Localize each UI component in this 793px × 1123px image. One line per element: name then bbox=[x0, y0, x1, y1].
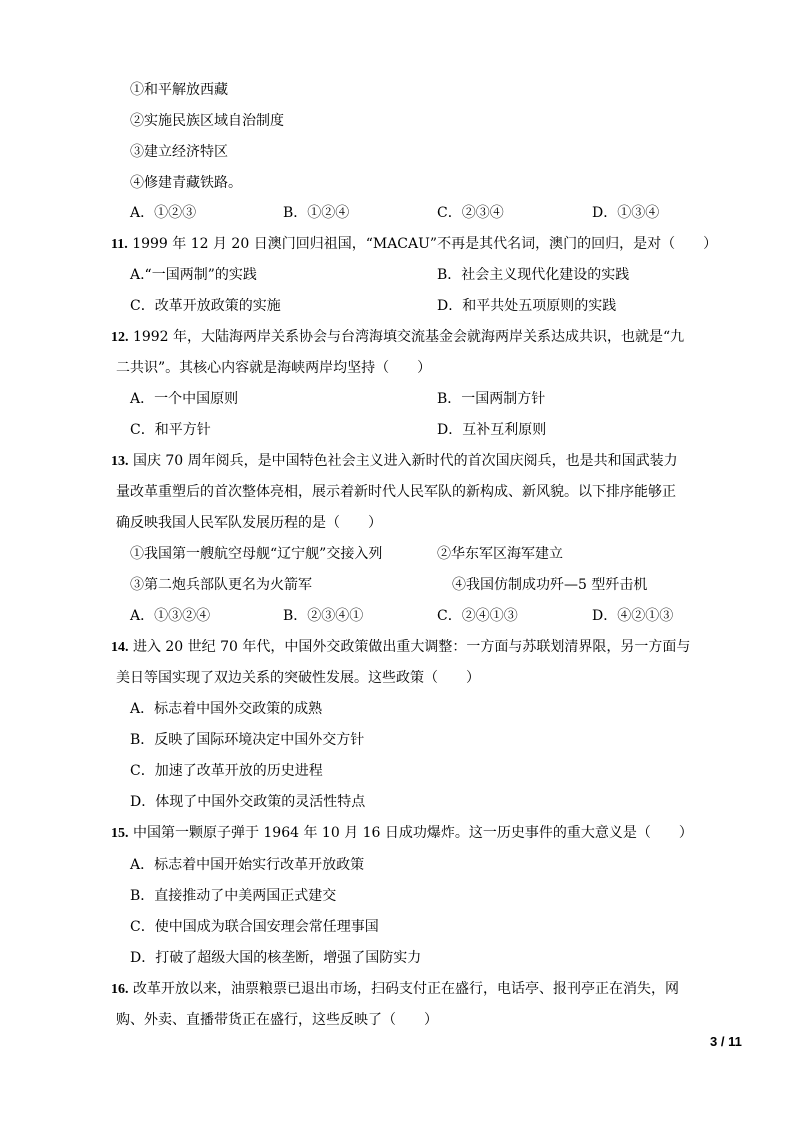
question-number: 11. bbox=[111, 237, 128, 252]
question-number: 13. bbox=[111, 454, 129, 469]
q15-option-c: C．使中国成为联合国安理会常任理事国 bbox=[130, 919, 379, 935]
question-text-line-1: 国庆 70 周年阅兵，是中国特色社会主义进入新时代的首次国庆阅兵，也是共和国武装力 bbox=[132, 453, 678, 469]
question-16 bbox=[111, 979, 679, 1000]
q11-option-d: D．和平共处五项原则的实践 bbox=[437, 298, 617, 314]
q14-option-c: C．加速了改革开放的历史进程 bbox=[130, 763, 323, 779]
q14-option-a: A．标志着中国外交政策的成熟 bbox=[130, 701, 323, 717]
q13-item-4: ④我国仿制成功歼—5 型歼击机 bbox=[452, 577, 648, 593]
q12-option-b: B．一国两制方针 bbox=[437, 391, 546, 407]
q13-option-c: C．②④①③ bbox=[437, 608, 518, 624]
question-number: 15. bbox=[111, 826, 129, 841]
question-number: 12. bbox=[111, 330, 129, 345]
question-text-line-2: 二共识”。其核心内容就是海峡两岸均坚持（ ） bbox=[116, 360, 432, 376]
pre-option-b: B．①②④ bbox=[283, 205, 350, 221]
question-12 bbox=[111, 327, 684, 348]
question-text-line-2: 美日等国实现了双边关系的突破性发展。这些政策（ ） bbox=[116, 670, 480, 686]
question-text: 1999 年 12 月 20 日澳门回归祖国，“MACAU”不再是其代名词，澳门的回归，是对（ ） bbox=[132, 236, 718, 252]
page-number: 3 / 11 bbox=[710, 1034, 742, 1049]
q15-option-b: B．直接推动了中美两国正式建交 bbox=[130, 888, 337, 904]
question-text-line-1: 1992 年，大陆海两岸关系协会与台湾海填交流基金会就海两岸关系达成共识，也就是“九 bbox=[132, 329, 685, 345]
q11-option-b: B．社会主义现代化建设的实践 bbox=[437, 267, 630, 283]
question-13 bbox=[111, 451, 678, 472]
q13-option-b: B．②③④① bbox=[283, 608, 364, 624]
question-text: 中国第一颗原子弹于 1964 年 10 月 16 日成功爆炸。这一历史事件的重大意义是（ ） bbox=[132, 825, 693, 841]
question-text-line-1: 改革开放以来，油票粮票已退出市场，扫码支付正在盛行，电话亭、报刊亭正在消失，网 bbox=[132, 981, 679, 997]
q12-option-d: D．互补互利原则 bbox=[437, 422, 547, 438]
q14-option-d: D．体现了中国外交政策的灵活性特点 bbox=[130, 794, 366, 810]
question-15 bbox=[111, 823, 693, 844]
q15-option-d: D．打破了超级大国的核垄断，增强了国防实力 bbox=[130, 950, 422, 966]
question-text-line-3: 确反映我国人民军队发展历程的是（ ） bbox=[116, 515, 382, 531]
pre-item-4: ④修建青藏铁路。 bbox=[130, 175, 242, 191]
question-11 bbox=[111, 234, 717, 255]
q12-option-a: A．一个中国原则 bbox=[130, 391, 239, 407]
q13-item-2: ②华东军区海军建立 bbox=[437, 546, 563, 562]
q13-option-d: D．④②①③ bbox=[592, 608, 674, 624]
q14-option-b: B．反映了国际环境决定中国外交方针 bbox=[130, 732, 365, 748]
q15-option-a: A．标志着中国开始实行改革开放政策 bbox=[130, 857, 365, 873]
question-text-line-2: 量改革重塑后的首次整体亮相，展示着新时代人民军队的新构成、新风貌。以下排序能够正 bbox=[116, 484, 676, 500]
pre-item-2: ②实施民族区域自治制度 bbox=[130, 113, 284, 129]
question-number: 16. bbox=[111, 982, 129, 997]
pre-option-a: A．①②③ bbox=[130, 205, 197, 221]
question-text-line-1: 进入 20 世纪 70 年代，中国外交政策做出重大调整：一方面与苏联划清界限，另一方面与 bbox=[132, 639, 691, 655]
q11-option-a: A.“一国两制”的实践 bbox=[130, 267, 257, 283]
q13-item-3: ③第二炮兵部队更名为火箭军 bbox=[130, 577, 312, 593]
q11-option-c: C．改革开放政策的实施 bbox=[130, 298, 281, 314]
question-14 bbox=[111, 637, 690, 658]
pre-option-c: C．②③④ bbox=[437, 205, 504, 221]
pre-option-d: D．①③④ bbox=[592, 205, 660, 221]
q13-option-a: A．①③②④ bbox=[130, 608, 211, 624]
pre-item-1: ①和平解放西藏 bbox=[130, 82, 228, 98]
question-text-line-2: 购、外卖、直播带货正在盛行，这些反映了（ ） bbox=[116, 1012, 438, 1028]
question-number: 14. bbox=[111, 640, 129, 655]
q13-item-1: ①我国第一艘航空母舰“辽宁舰”交接入列 bbox=[130, 546, 383, 562]
q12-option-c: C．和平方针 bbox=[130, 422, 211, 438]
pre-item-3: ③建立经济特区 bbox=[130, 144, 228, 160]
